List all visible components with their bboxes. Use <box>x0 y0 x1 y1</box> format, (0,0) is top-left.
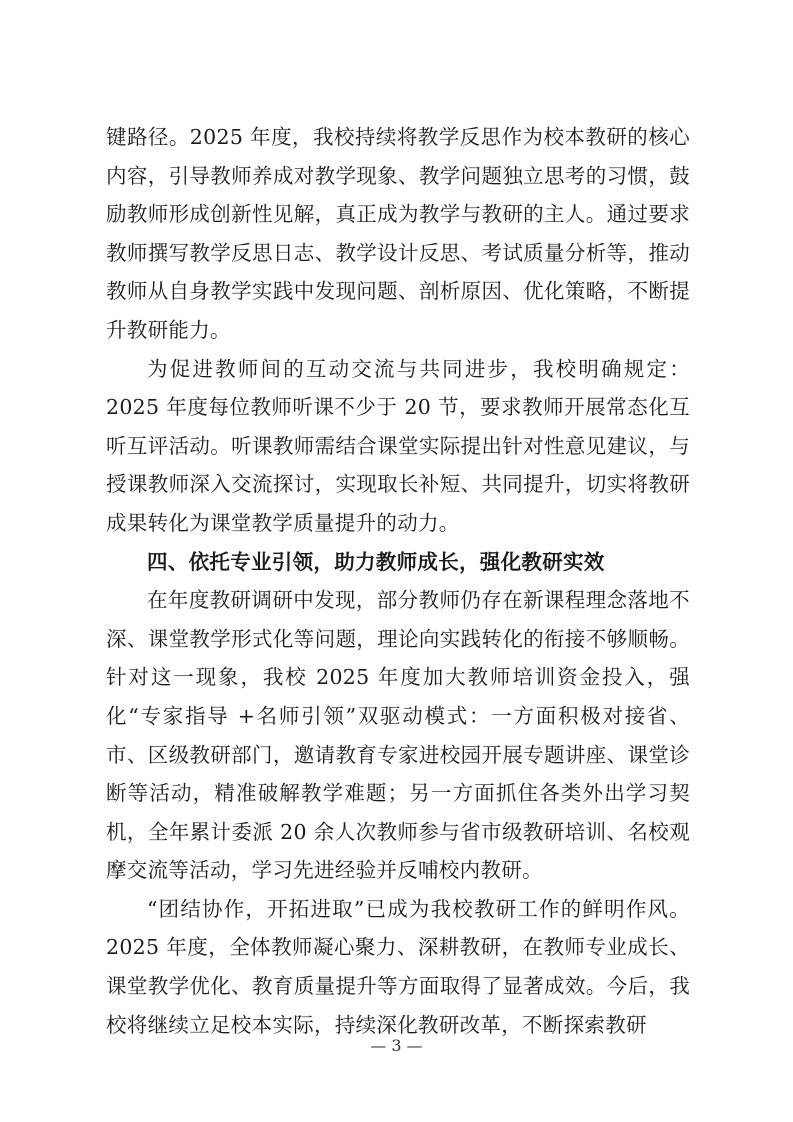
document-page <box>106 118 690 1044</box>
page-number: — 3 — <box>370 1036 423 1055</box>
body-paragraph-4: “团结协作，开拓进取”已成为我校教研工作的鲜明作风。2025 年度，全体教师凝心聚力、深耕教研，在教师专业成长、课堂教学优化、教育质量提升等方面取得了显著成效。今后，我校将继续立足校本实际，持续深化教研改革，不断探索教研 <box>106 896 690 1037</box>
body-paragraph-3: 在年度教研调研中发现，部分教师仍存在新课程理念落地不深、课堂教学形式化等问题，理论向实践转化的衔接不够顺畅。针对这一现象，我校 2025 年度加大教师培训资金投入，强化“专家指导 +名师引领”双驱动模式：一方面积极对接省、市、区级教研部门，邀请教育专家进校园开展专题讲座、课堂诊断等活动，精准破解教学难题；另一方面抓住各类外出学习契机，全年累计委派 20 余人次教师参与省市级教研培训、名校观摩交流等活动，学习先进经验并反哺校内教研。 <box>106 588 690 883</box>
section-heading-4: 四、依托专业引领，助力教师成长，强化教研实效 <box>147 549 605 574</box>
body-paragraph-1: 键路径。2025 年度，我校持续将教学反思作为校本教研的核心内容，引导教师养成对教学现象、教学问题独立思考的习惯，鼓励教师形成创新性见解，真正成为教学与教研的主人。通过要求教师撰写教学反思日志、教学设计反思、考试质量分析等，推动教师从自身教学实践中发现问题、剖析原因、优化策略，不断提升教研能力。 <box>106 125 690 342</box>
body-paragraph-2: 为促进教师间的互动交流与共同进步，我校明确规定：2025 年度每位教师听课不少于 20 节，要求教师开展常态化互听互评活动。听课教师需结合课堂实际提出针对性意见建议，与授课教师深入交流探讨，实现取长补短、共同提升，切实将教研成果转化为课堂教学质量提升的动力。 <box>106 356 690 535</box>
